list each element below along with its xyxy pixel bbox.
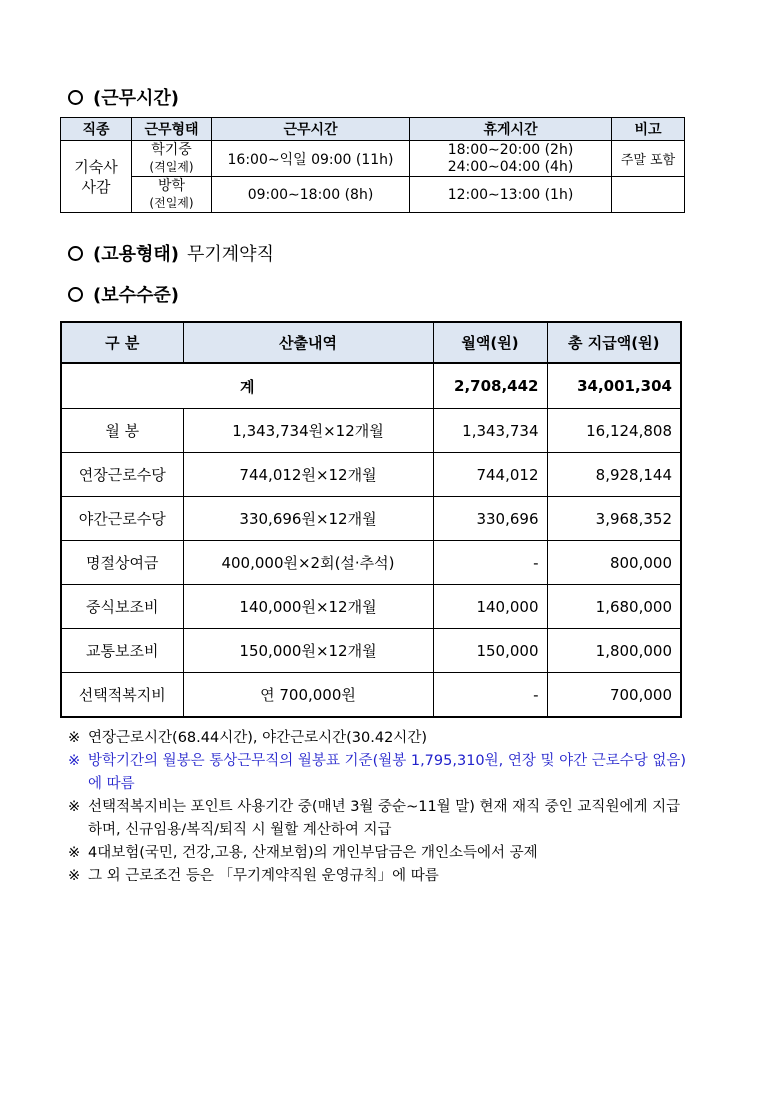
item-name: 월 봉 <box>61 409 183 453</box>
table-row <box>61 141 685 177</box>
item-name: 명절상여금 <box>61 541 183 585</box>
total-annual: 34,001,304 <box>547 363 681 409</box>
item-annual: 700,000 <box>547 673 681 718</box>
table-row <box>61 585 681 629</box>
item-calc: 150,000원×12개월 <box>183 629 433 673</box>
header-cell: 휴게시간 <box>410 118 612 141</box>
work-type-sub: (격일제) <box>149 159 194 174</box>
table-header-row <box>61 322 681 363</box>
note-item-highlight <box>68 750 688 796</box>
item-annual: 3,968,352 <box>547 497 681 541</box>
item-monthly: 1,343,734 <box>433 409 547 453</box>
schedule-table <box>60 117 685 213</box>
note-mark: ※ <box>68 868 81 884</box>
header-cell: 산출내역 <box>183 322 433 363</box>
item-calc: 400,000원×2회(설·추석) <box>183 541 433 585</box>
item-monthly: 330,696 <box>433 497 547 541</box>
section-title: (고용형태) <box>93 244 180 265</box>
table-row <box>61 409 681 453</box>
table-row <box>61 673 681 718</box>
item-annual: 8,928,144 <box>547 453 681 497</box>
circle-bullet-icon <box>68 246 83 261</box>
note-item <box>68 727 688 750</box>
note-cell: 주말 포함 <box>612 141 685 177</box>
item-monthly: 150,000 <box>433 629 547 673</box>
note-mark: ※ <box>68 730 81 746</box>
item-annual: 800,000 <box>547 541 681 585</box>
break-line: 18:00∼20:00 (2h) <box>447 141 574 158</box>
work-type-cell <box>132 141 212 177</box>
note-text: 그 외 근로조건 등은 「무기계약직원 운영규칙」에 따름 <box>88 868 439 884</box>
item-monthly: 744,012 <box>433 453 547 497</box>
header-cell: 월액(원) <box>433 322 547 363</box>
total-row <box>61 363 681 409</box>
item-annual: 16,124,808 <box>547 409 681 453</box>
header-cell: 근무시간 <box>212 118 410 141</box>
item-monthly: 140,000 <box>433 585 547 629</box>
item-monthly: - <box>433 541 547 585</box>
note-mark: ※ <box>68 753 81 769</box>
work-type-sub: (전일제) <box>149 195 194 210</box>
hours-cell: 16:00∼익일 09:00 (11h) <box>212 141 410 177</box>
item-calc: 140,000원×12개월 <box>183 585 433 629</box>
note-cell <box>612 177 685 213</box>
note-item <box>68 865 688 888</box>
table-row <box>61 629 681 673</box>
work-type-cell <box>132 177 212 213</box>
section-work-hours <box>68 84 179 110</box>
note-text: 연장근로시간(68.44시간), 야간근로시간(30.42시간) <box>88 730 427 746</box>
section-title: (근무시간) <box>93 88 180 109</box>
item-monthly: - <box>433 673 547 718</box>
item-calc: 744,012원×12개월 <box>183 453 433 497</box>
employment-value: 무기계약직 <box>187 244 274 265</box>
job-cell: 기숙사 사감 <box>61 141 132 213</box>
circle-bullet-icon <box>68 287 83 302</box>
note-item <box>68 796 688 842</box>
work-type: 학기중 <box>151 141 192 158</box>
header-cell: 근무형태 <box>132 118 212 141</box>
item-name: 야간근로수당 <box>61 497 183 541</box>
item-name: 선택적복지비 <box>61 673 183 718</box>
table-header-row <box>61 118 685 141</box>
item-calc: 연 700,000원 <box>183 673 433 718</box>
note-text: 방학기간의 월봉은 통상근무직의 월봉표 기준(월봉 1,795,310원, 연장 및 야간 근로수당 없음)에 따름 <box>88 753 687 792</box>
pay-table <box>60 321 682 718</box>
notes <box>68 727 688 888</box>
note-text: 선택적복지비는 포인트 사용기간 중(매년 3월 중순~11월 말) 현재 재직 중인 교직원에게 지급하며, 신규임용/복직/퇴직 시 월할 계산하여 지급 <box>88 799 681 838</box>
header-cell: 비고 <box>612 118 685 141</box>
item-calc: 330,696원×12개월 <box>183 497 433 541</box>
table-row <box>61 453 681 497</box>
note-mark: ※ <box>68 799 81 815</box>
total-label: 계 <box>61 363 433 409</box>
total-monthly: 2,708,442 <box>433 363 547 409</box>
table-row <box>61 541 681 585</box>
break-cell <box>410 141 612 177</box>
item-annual: 1,680,000 <box>547 585 681 629</box>
circle-bullet-icon <box>68 90 83 105</box>
item-name: 교통보조비 <box>61 629 183 673</box>
section-title: (보수수준) <box>93 285 180 306</box>
note-text: 4대보험(국민, 건강,고용, 산재보험)의 개인부담금은 개인소득에서 공제 <box>88 845 538 861</box>
break-line: 24:00∼04:00 (4h) <box>447 158 574 175</box>
break-cell: 12:00∼13:00 (1h) <box>410 177 612 213</box>
section-employment <box>68 240 274 266</box>
item-name: 중식보조비 <box>61 585 183 629</box>
table-row <box>61 177 685 213</box>
item-name: 연장근로수당 <box>61 453 183 497</box>
hours-cell: 09:00∼18:00 (8h) <box>212 177 410 213</box>
header-cell: 직종 <box>61 118 132 141</box>
table-row <box>61 497 681 541</box>
header-cell: 총 지급액(원) <box>547 322 681 363</box>
header-cell: 구 분 <box>61 322 183 363</box>
note-mark: ※ <box>68 845 81 861</box>
work-type: 방학 <box>157 177 186 194</box>
section-pay <box>68 281 179 307</box>
item-annual: 1,800,000 <box>547 629 681 673</box>
note-item <box>68 842 688 865</box>
item-calc: 1,343,734원×12개월 <box>183 409 433 453</box>
